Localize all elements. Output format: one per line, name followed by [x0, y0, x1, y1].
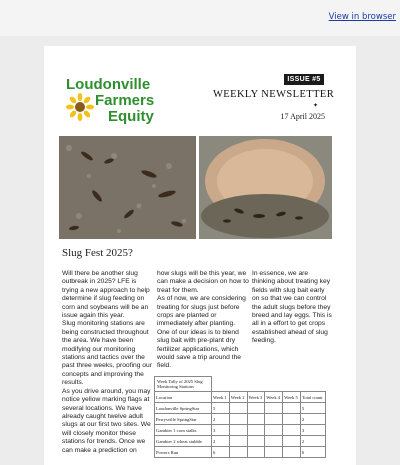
- table-cell: [265, 447, 283, 458]
- table-cell: Loudonville SpringStar: [155, 403, 212, 414]
- table-header-cell: Week 1: [212, 392, 230, 403]
- table-cell: [265, 436, 283, 447]
- table-cell: 6: [300, 447, 325, 458]
- table-cell: 5: [212, 403, 230, 414]
- article-title: Slug Fest 2025?: [62, 247, 133, 259]
- table-cell: Powers Run: [155, 447, 212, 458]
- table-cell: [265, 414, 283, 425]
- table-cell: Gambier 1 corn stalks: [155, 425, 212, 436]
- table-cell: [229, 414, 247, 425]
- table-header-cell: Total count: [300, 392, 325, 403]
- issue-badge: ISSUE #5: [284, 74, 324, 85]
- table-cell: [283, 447, 301, 458]
- issue-date: 17 April 2025: [280, 112, 325, 121]
- logo-line-1: Loudonville: [66, 76, 151, 93]
- table-cell: [247, 425, 265, 436]
- table-cell: [229, 447, 247, 458]
- table-cell: 3: [300, 425, 325, 436]
- table-row: [155, 425, 326, 436]
- table-cell: 2: [300, 436, 325, 447]
- table-cell: 3: [212, 425, 230, 436]
- newsletter-title: WEEKLY NEWSLETTER: [213, 89, 335, 100]
- browser-topbar: [0, 0, 400, 36]
- table-title: Week Tally of 2025 Slug Monitoring Stations: [154, 376, 212, 391]
- view-in-browser-link[interactable]: View in browser: [328, 12, 396, 22]
- table-row: [155, 414, 326, 425]
- table-header-cell: Week 5: [283, 392, 301, 403]
- table-cell: 5: [300, 403, 325, 414]
- table-cell: [283, 436, 301, 447]
- slug-photo-container: [199, 136, 332, 239]
- table-cell: [283, 425, 301, 436]
- table-cell: 2: [212, 436, 230, 447]
- table-header-cell: Week 3: [247, 392, 265, 403]
- table-cell: 2: [300, 414, 325, 425]
- table-cell: [247, 436, 265, 447]
- table-row: [155, 447, 326, 458]
- table-cell: Perrysville SpringStar: [155, 414, 212, 425]
- table-cell: [247, 447, 265, 458]
- table-header-cell: Week 2: [229, 392, 247, 403]
- logo: [64, 76, 174, 136]
- table-cell: [283, 414, 301, 425]
- table-cell: [283, 403, 301, 414]
- star-icon: ✦: [313, 103, 319, 109]
- table-cell: [265, 403, 283, 414]
- table-cell: [229, 403, 247, 414]
- table-row: [155, 436, 326, 447]
- table-cell: [265, 425, 283, 436]
- sunflower-icon: [66, 93, 94, 121]
- table-header-cell: Week 4: [265, 392, 283, 403]
- table-row: [155, 403, 326, 414]
- logo-line-3: Equity: [108, 108, 154, 125]
- table-cell: [229, 436, 247, 447]
- logo-line-2: Farmers: [95, 92, 155, 109]
- table-cell: [247, 414, 265, 425]
- table-cell: 6: [212, 447, 230, 458]
- table-cell: [229, 425, 247, 436]
- article-column-1: Will there be another slug outbreak in 2025? LFE is trying a new approach to help determine if slug feeding on corn and soybeans will be an issue again this year. Slug monitoring stations are being constructed throughout the area. We have been modifying our monitoring stations and tactics over the past three weeks, proofing our concepts and improving the results. As you drive around, you may notice yellow marking flags at several locations. We have already caught twelve adult slugs at our first two sites. We will closely monitor these stations for trends. Once we can make a prediction on: [62, 270, 152, 454]
- article-column-2: how slugs will be this year, we can make a decision on how to treat for them. As of now, we are considering treating for slugs just before crops are planted or immediately after planting. One of our ideas is to blend slug bait with pre-plant dry fertilizer applications, which would save a trip around the field.: [157, 270, 249, 370]
- table-cell: 2: [212, 414, 230, 425]
- table-header-cell: Location: [155, 392, 212, 403]
- newsletter-page: [44, 46, 356, 465]
- slug-tally-table: [154, 376, 326, 458]
- table-header-row: [155, 392, 326, 403]
- table-cell: Gambier 2 wheat stubble: [155, 436, 212, 447]
- table-cell: [247, 403, 265, 414]
- article-column-3: In essence, we are thinking about treating key fields with slug bait early on so that we can control the adult slugs before they breed and lay eggs. This is all in a effort to get crops established ahead of slug feeding.: [252, 270, 332, 345]
- tally-table: [154, 391, 326, 458]
- slug-photo-ground: [59, 136, 196, 239]
